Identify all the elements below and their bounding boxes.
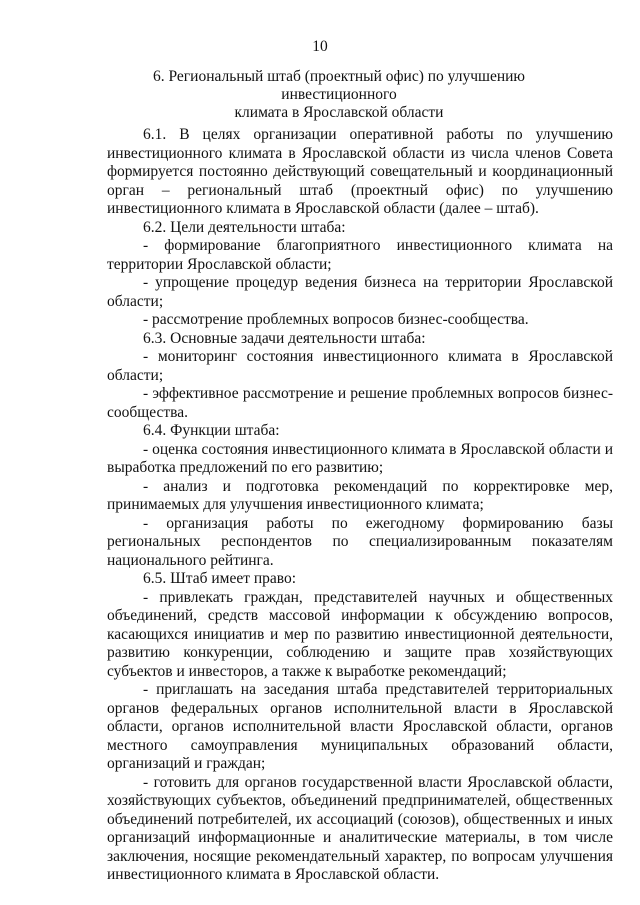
right-item: - привлекать граждан, представителей научных и общественных объединений, средств массовой информации к обсуждению вопросов, касающихся инициатив и мер по развитию инвестиционной деятельности, развитию конкуренции, соблюдению и защите прав хозяйствующих субъектов и инвесторов, а также к выработке рекомендаций;	[107, 588, 613, 680]
paragraph-6-2-heading: 6.2. Цели деятельности штаба:	[143, 218, 346, 236]
page-number: 10	[312, 38, 328, 55]
section-title-line-2: климата в Ярославской области	[234, 104, 444, 121]
right-item: - готовить для органов государственной власти Ярославской области, хозяйствующих субъектов, объединений предпринимателей, общественных объединений потребителей, их ассоциаций (союзов), общественных и иных организаций информационные и аналитические материалы, в том числе заключения, носящие рекомендательный характер, по вопросам улучшения инвестиционного климата в Ярославской области.	[107, 773, 613, 883]
section-title-line-1: 6. Региональный штаб (проектный офис) по улучшению инвестиционного	[153, 68, 525, 103]
function-item: - оценка состояния инвестиционного климата в Ярославской области и выработка предложений по его развитию;	[107, 440, 613, 476]
goal-item: - упрощение процедур ведения бизнеса на территории Ярославской области;	[107, 274, 613, 310]
paragraph-6-1: 6.1. В целях организации оперативной работы по улучшению инвестиционного климата в Ярославской области из числа членов Совета формируется постоянно действующий совещательный и координационный орган – региональный штаб (проектный офис) по улучшению инвестиционного климата в Ярославской области (далее – штаб).	[107, 126, 613, 217]
paragraph-6-3-heading: 6.3. Основные задачи деятельности штаба:	[143, 329, 426, 347]
paragraph-6-5-heading: 6.5. Штаб имеет право:	[143, 570, 297, 587]
right-item: - приглашать на заседания штаба представителей территориальных органов федеральных органов исполнительной власти в Ярославской области, органов исполнительной власти Ярославской области, органов местного самоуправления муниципальных образований области, организаций и граждан;	[107, 681, 613, 772]
function-item: - анализ и подготовка рекомендаций по корректировке мер, принимаемых для улучшения инвестиционного климата;	[107, 477, 613, 513]
goal-item: - формирование благоприятного инвестиционного климата на территории Ярославской области;	[107, 237, 613, 273]
function-item: - организация работы по ежегодному формированию базы региональных респондентов по специализированным показателям национального рейтинга.	[107, 514, 613, 569]
goal-item: - рассмотрение проблемных вопросов бизнес-сообщества.	[143, 311, 529, 328]
task-item: - мониторинг состояния инвестиционного климата в Ярославской области;	[107, 348, 613, 384]
body-text	[107, 126, 613, 885]
task-item: - эффективное рассмотрение и решение проблемных вопросов бизнес-сообщества.	[107, 385, 613, 421]
paragraph-6-4-heading: 6.4. Функции штаба:	[143, 422, 280, 439]
section-title	[96, 68, 582, 122]
